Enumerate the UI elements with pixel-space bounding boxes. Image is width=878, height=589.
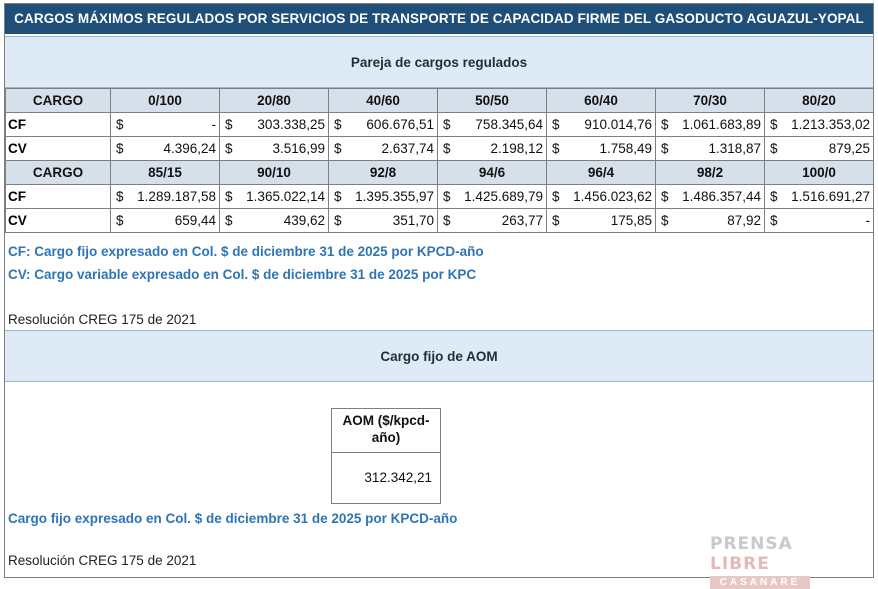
value-cell <box>765 113 874 137</box>
amount: 1.758,49 <box>599 141 652 156</box>
ratio-header-cell: 94/6 <box>438 161 547 185</box>
value-cell <box>656 113 765 137</box>
page-title: CARGOS MÁXIMOS REGULADOS POR SERVICIOS DE TRANSPORTE DE CAPACIDAD FIRME DEL GASODUCTO AGUAZUL-YOPAL <box>5 4 873 34</box>
value-cell <box>329 209 438 233</box>
value-cell <box>111 137 220 161</box>
ratio-header-cell: 40/60 <box>329 89 438 113</box>
table-row <box>6 137 874 161</box>
value-cell <box>220 209 329 233</box>
value-cell <box>765 209 874 233</box>
value-cell <box>220 137 329 161</box>
amount: 1.213.353,02 <box>791 117 870 132</box>
value-cell <box>765 137 874 161</box>
amount: 351,70 <box>392 213 434 228</box>
ratio-header-cell: 0/100 <box>111 89 220 113</box>
value-wrapper <box>659 189 761 204</box>
amount: 1.061.683,89 <box>682 117 761 132</box>
amount: 175,85 <box>610 213 652 228</box>
table-header-row <box>6 161 874 185</box>
currency-symbol: $ <box>334 141 342 156</box>
aom-box <box>331 408 441 504</box>
currency-symbol: $ <box>552 213 560 228</box>
value-wrapper <box>441 141 543 156</box>
value-cell <box>329 113 438 137</box>
currency-symbol: $ <box>225 141 233 156</box>
row-label-cell: CF <box>6 185 111 209</box>
ratio-header-cell: 90/10 <box>220 161 329 185</box>
cargo-header-cell: CARGO <box>6 161 111 185</box>
currency-symbol: $ <box>770 141 778 156</box>
value-wrapper <box>441 213 543 228</box>
ratio-header-cell: 96/4 <box>547 161 656 185</box>
ratio-header-cell: 85/15 <box>111 161 220 185</box>
table-row <box>6 185 874 209</box>
ratio-header-cell: 100/0 <box>765 161 874 185</box>
value-cell <box>656 137 765 161</box>
value-wrapper <box>659 213 761 228</box>
value-wrapper <box>550 189 652 204</box>
amount: - <box>211 117 216 132</box>
spreadsheet-sheet <box>4 3 874 588</box>
row-label-cell: CF <box>6 113 111 137</box>
amount: 659,44 <box>174 213 216 228</box>
ratio-header-cell: 20/80 <box>220 89 329 113</box>
value-wrapper <box>550 141 652 156</box>
currency-symbol: $ <box>443 213 451 228</box>
amount: 4.396,24 <box>163 141 216 156</box>
value-wrapper <box>223 117 325 132</box>
value-wrapper <box>223 141 325 156</box>
amount: 1.365.022,14 <box>246 189 325 204</box>
currency-symbol: $ <box>770 117 778 132</box>
amount: 1.289.187,58 <box>137 189 216 204</box>
value-cell <box>765 185 874 209</box>
note-cf: CF: Cargo fijo expresado en Col. $ de diciembre 31 de 2025 por KPCD-año <box>8 244 484 259</box>
value-wrapper <box>223 189 325 204</box>
currency-symbol: $ <box>116 189 124 204</box>
value-cell <box>111 113 220 137</box>
value-wrapper <box>332 213 434 228</box>
resolution-note-1: Resolución CREG 175 de 2021 <box>8 312 197 327</box>
value-cell <box>438 137 547 161</box>
value-cell <box>220 185 329 209</box>
value-cell <box>438 185 547 209</box>
amount: 1.425.689,79 <box>464 189 543 204</box>
amount: 910.014,76 <box>584 117 652 132</box>
ratio-header-cell: 98/2 <box>656 161 765 185</box>
amount: 758.345,64 <box>475 117 543 132</box>
row-label-cell: CV <box>6 137 111 161</box>
amount: 303.338,25 <box>257 117 325 132</box>
value-wrapper <box>332 141 434 156</box>
amount: 3.516,99 <box>272 141 325 156</box>
value-wrapper <box>114 189 216 204</box>
currency-symbol: $ <box>443 141 451 156</box>
currency-symbol: $ <box>770 213 778 228</box>
currency-symbol: $ <box>770 189 778 204</box>
aom-header: AOM ($/kpcd-año) <box>332 409 440 453</box>
value-cell <box>111 209 220 233</box>
ratio-header-cell: 80/20 <box>765 89 874 113</box>
row-label-cell: CV <box>6 209 111 233</box>
watermark-word-1: PRENSA <box>710 534 793 554</box>
currency-symbol: $ <box>661 141 669 156</box>
currency-symbol: $ <box>225 189 233 204</box>
value-cell <box>329 137 438 161</box>
ratio-header-cell: 70/30 <box>656 89 765 113</box>
value-wrapper <box>768 141 870 156</box>
currency-symbol: $ <box>443 189 451 204</box>
value-cell <box>656 209 765 233</box>
amount: 1.395.355,97 <box>355 189 434 204</box>
value-wrapper <box>332 117 434 132</box>
value-wrapper <box>659 141 761 156</box>
ratio-header-cell: 92/8 <box>329 161 438 185</box>
currency-symbol: $ <box>334 213 342 228</box>
currency-symbol: $ <box>116 213 124 228</box>
currency-symbol: $ <box>661 189 669 204</box>
value-wrapper <box>223 213 325 228</box>
cargo-header-cell: CARGO <box>6 89 111 113</box>
amount: 1.456.023,62 <box>573 189 652 204</box>
value-wrapper <box>441 189 543 204</box>
currency-symbol: $ <box>661 117 669 132</box>
ratio-header-cell: 60/40 <box>547 89 656 113</box>
value-wrapper <box>768 213 870 228</box>
amount: 439,62 <box>283 213 325 228</box>
resolution-note-2: Resolución CREG 175 de 2021 <box>8 553 197 568</box>
value-cell <box>547 137 656 161</box>
amount: 2.637,74 <box>381 141 434 156</box>
value-wrapper <box>659 117 761 132</box>
charges-table <box>5 88 874 233</box>
currency-symbol: $ <box>661 213 669 228</box>
aom-value: 312.342,21 <box>364 470 432 485</box>
currency-symbol: $ <box>225 117 233 132</box>
currency-symbol: $ <box>116 141 124 156</box>
currency-symbol: $ <box>552 117 560 132</box>
amount: 263,77 <box>501 213 543 228</box>
ratio-header-cell: 50/50 <box>438 89 547 113</box>
currency-symbol: $ <box>334 189 342 204</box>
note-cv: CV: Cargo variable expresado en Col. $ de diciembre 31 de 2025 por KPC <box>8 267 477 282</box>
table-header-row <box>6 89 874 113</box>
value-cell <box>547 113 656 137</box>
value-wrapper <box>441 117 543 132</box>
value-wrapper <box>768 117 870 132</box>
note-aom-cf: Cargo fijo expresado en Col. $ de diciembre 31 de 2025 por KPCD-año <box>8 511 458 526</box>
value-cell <box>438 113 547 137</box>
table-row <box>6 113 874 137</box>
amount: 879,25 <box>828 141 870 156</box>
value-wrapper <box>550 213 652 228</box>
section-heading-aom: Cargo fijo de AOM <box>5 330 873 382</box>
value-cell <box>220 113 329 137</box>
watermark-subtitle: CASANARE <box>710 576 810 589</box>
value-cell <box>547 185 656 209</box>
value-cell <box>329 185 438 209</box>
watermark-word-2: LIBRE <box>710 554 770 574</box>
value-cell <box>656 185 765 209</box>
currency-symbol: $ <box>552 141 560 156</box>
value-cell <box>111 185 220 209</box>
value-cell <box>547 209 656 233</box>
amount: 1.516.691,27 <box>791 189 870 204</box>
amount: 606.676,51 <box>366 117 434 132</box>
section-heading-regulated-pairs: Pareja de cargos regulados <box>5 36 873 88</box>
value-wrapper <box>550 117 652 132</box>
amount: 87,92 <box>727 213 761 228</box>
value-wrapper <box>332 189 434 204</box>
currency-symbol: $ <box>443 117 451 132</box>
currency-symbol: $ <box>225 213 233 228</box>
amount: 1.318,87 <box>708 141 761 156</box>
value-wrapper <box>768 189 870 204</box>
amount: 1.486.357,44 <box>682 189 761 204</box>
currency-symbol: $ <box>116 117 124 132</box>
watermark-logo <box>710 534 825 588</box>
amount: - <box>865 213 870 228</box>
value-wrapper <box>114 213 216 228</box>
value-cell <box>438 209 547 233</box>
table-row <box>6 209 874 233</box>
currency-symbol: $ <box>334 117 342 132</box>
amount: 2.198,12 <box>490 141 543 156</box>
value-wrapper <box>114 141 216 156</box>
value-wrapper <box>114 117 216 132</box>
watermark-title <box>710 534 825 574</box>
currency-symbol: $ <box>552 189 560 204</box>
